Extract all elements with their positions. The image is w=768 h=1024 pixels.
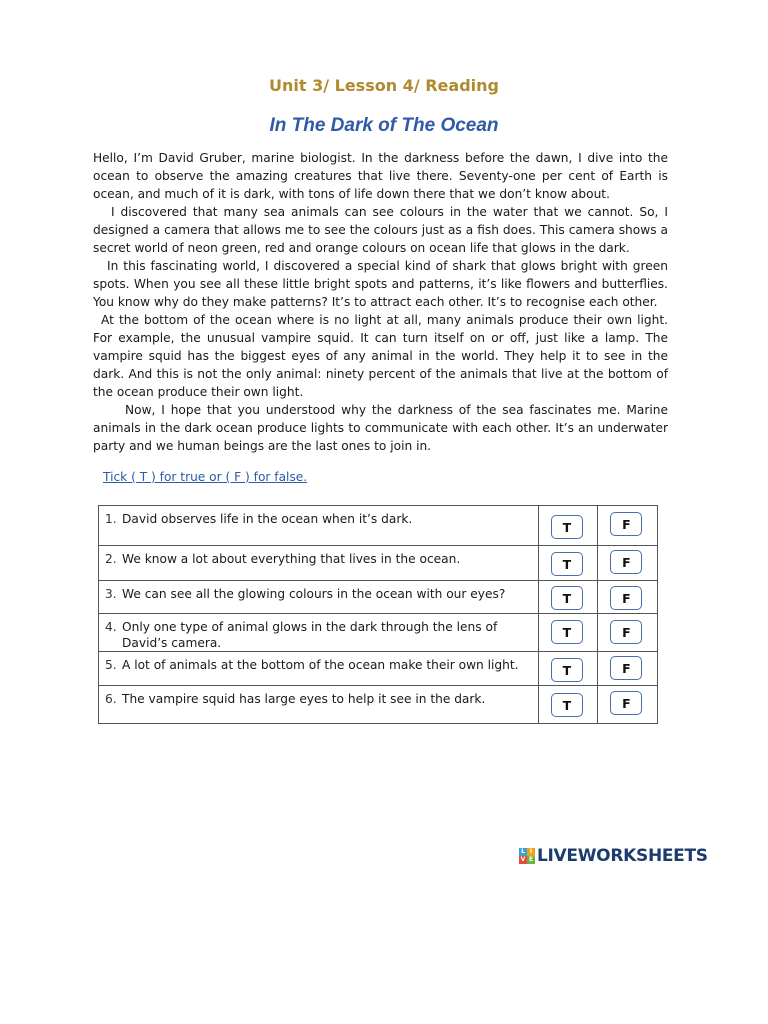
passage-paragraph: At the bottom of the ocean where is no light at all, many animals produce their own light. For example, the unusual vampire squid. It can turn itself on or off, just like a lamp. The vampire squid has the biggest eyes of any animal in the world. They help it to see in the dark. And this is not the only animal: ninety percent of the animals that live at the bottom of the ocean produce their own light.	[93, 313, 668, 399]
false-answer-box[interactable]: F	[610, 586, 642, 610]
table-row	[99, 581, 658, 614]
liveworksheets-logo	[519, 846, 708, 866]
false-answer-box[interactable]: F	[610, 691, 642, 715]
passage-paragraph: In this fascinating world, I discovered a special kind of shark that glows bright with green spots. When you see all these little bright spots and patterns, it’s like flowers and butterflies. You know why do they make patterns? It’s to attract each other. It’s to recognise each other.	[93, 259, 668, 309]
true-false-table	[98, 505, 658, 724]
table-row	[99, 546, 658, 581]
liveworksheets-logo-icon: L I V E	[520, 848, 534, 863]
question-number: 6.	[105, 692, 117, 706]
question-text: We know a lot about everything that lives in the ocean.	[122, 552, 461, 566]
true-answer-box[interactable]: T	[551, 552, 583, 576]
false-answer-box[interactable]: F	[610, 550, 642, 574]
passage-paragraph: I discovered that many sea animals can see colours in the water that we cannot. So, I designed a camera that allows me to see the colours just as a fish does. This camera shows a secret world of neon green, red and orange colours on ocean life that glows in the dark.	[93, 205, 668, 255]
question-text: David observes life in the ocean when it’s dark.	[122, 512, 413, 526]
passage-paragraph: Hello, I’m David Gruber, marine biologist. In the darkness before the dawn, I dive into the ocean to observe the amazing creatures that live there. Seventy-one per cent of Earth is ocean, and much of it is dark, with tons of life down there that we don’t know about.	[93, 151, 668, 201]
unit-heading: Unit 3/ Lesson 4/ Reading	[269, 76, 499, 95]
true-answer-box[interactable]: T	[551, 620, 583, 644]
true-answer-box[interactable]: T	[551, 693, 583, 717]
passage-paragraph: Now, I hope that you understood why the darkness of the sea fascinates me. Marine animals in the dark ocean produce lights to communicate with each other. It’s an underwater party and we human beings are the last ones to join in.	[93, 403, 668, 453]
question-number: 1.	[105, 512, 117, 526]
question-number: 3.	[105, 587, 117, 601]
table-row	[99, 614, 658, 652]
table-row	[99, 686, 658, 724]
page-title: In The Dark of The Ocean	[269, 115, 499, 136]
liveworksheets-logo-text: LIVEWORKSHEETS	[537, 846, 708, 866]
instruction-text: Tick ( T ) for true or ( F ) for false.	[103, 470, 308, 484]
table-row	[99, 506, 658, 546]
question-number: 4.	[105, 620, 117, 634]
question-number: 2.	[105, 552, 117, 566]
question-text: A lot of animals at the bottom of the ocean make their own light.	[122, 658, 519, 672]
true-answer-box[interactable]: T	[551, 586, 583, 610]
question-text: The vampire squid has large eyes to help it see in the dark.	[122, 692, 486, 706]
true-answer-box[interactable]: T	[551, 658, 583, 682]
question-text: Only one type of animal glows in the dark through the lens of David’s camera.	[122, 620, 498, 650]
question-text: We can see all the glowing colours in the ocean with our eyes?	[122, 587, 506, 601]
false-answer-box[interactable]: F	[610, 656, 642, 680]
table-row	[99, 652, 658, 686]
true-answer-box[interactable]: T	[551, 515, 583, 539]
false-answer-box[interactable]: F	[610, 620, 642, 644]
false-answer-box[interactable]: F	[610, 512, 642, 536]
reading-passage	[93, 149, 668, 455]
question-number: 5.	[105, 658, 117, 672]
